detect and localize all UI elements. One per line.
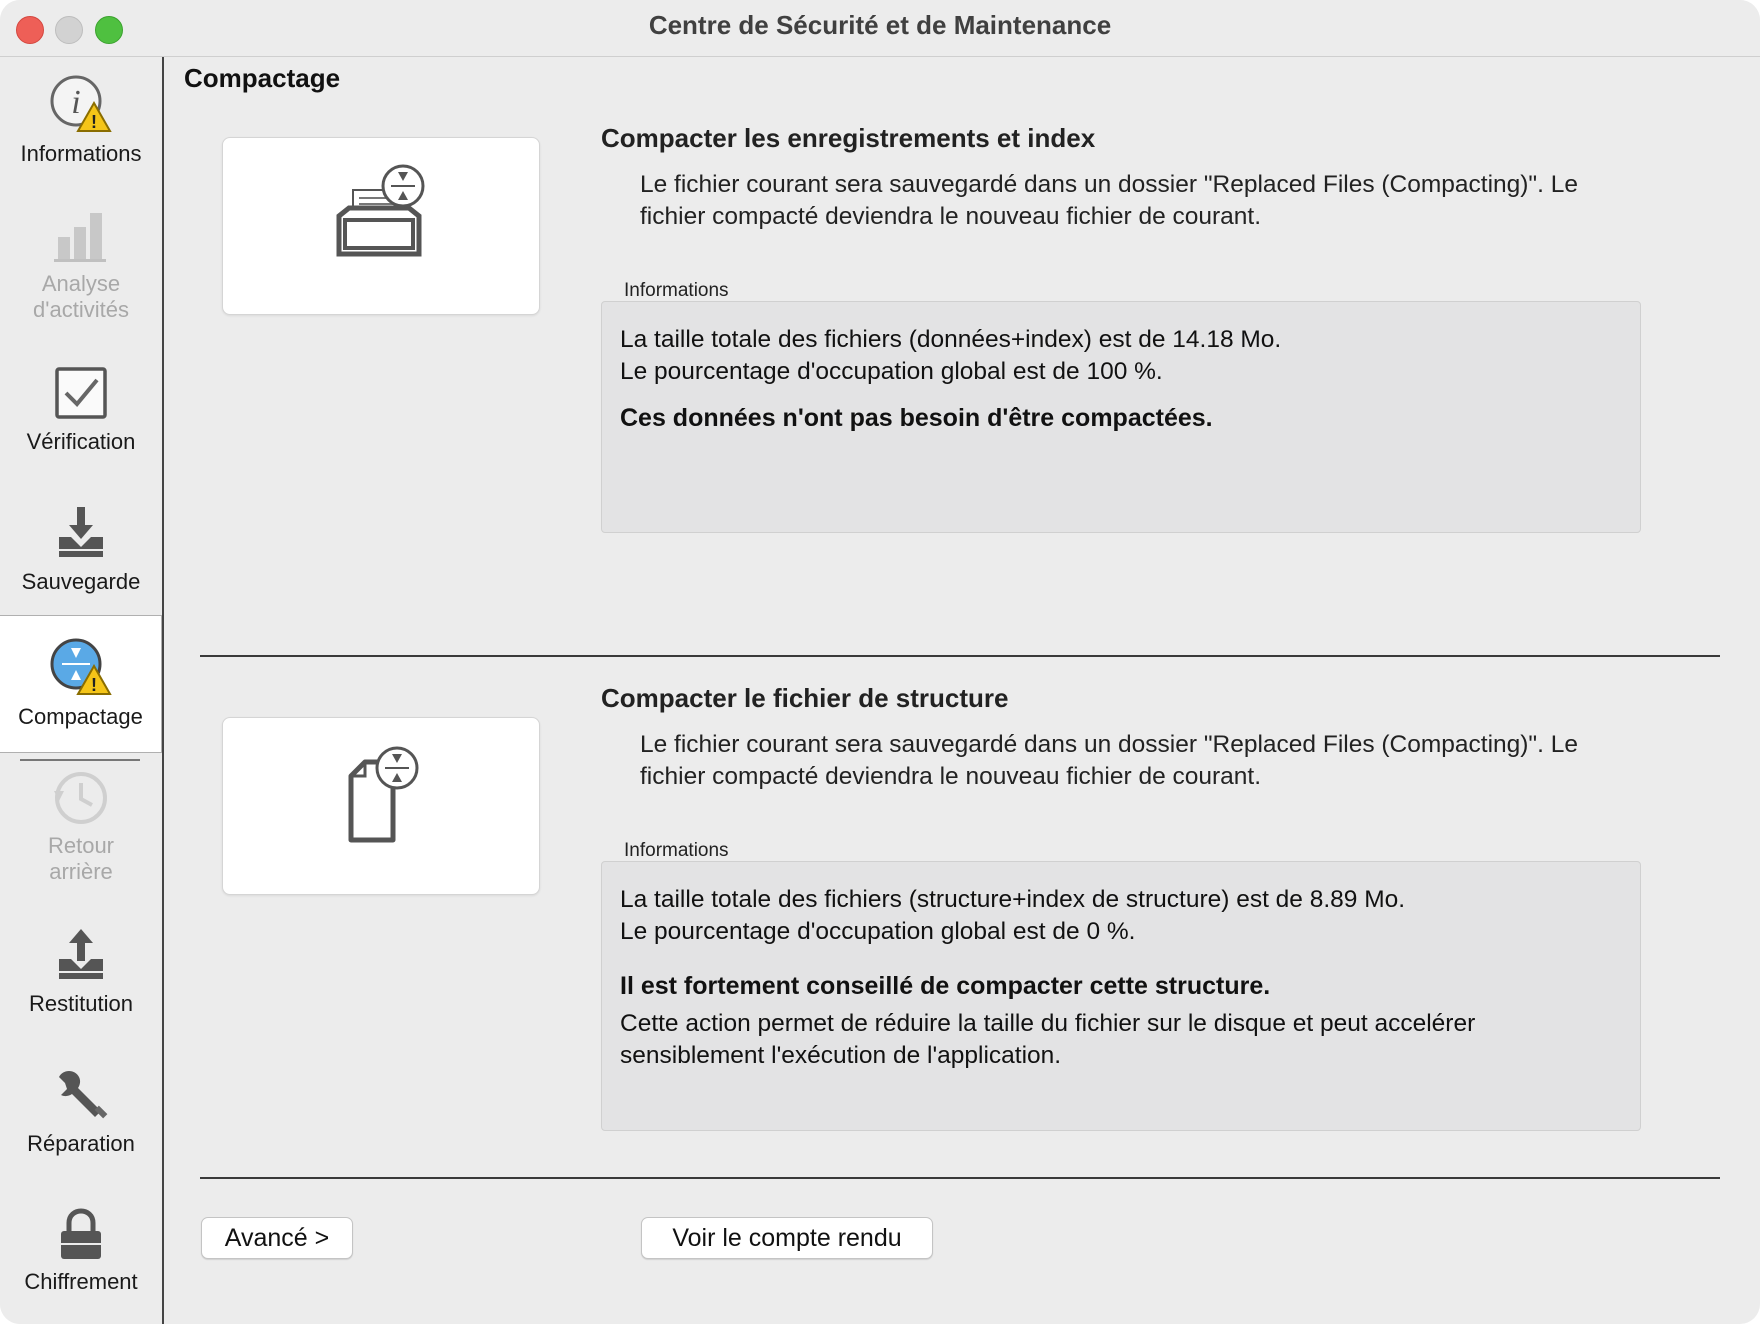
main-panel: [164, 57, 1760, 1324]
svg-text:!: !: [91, 112, 97, 132]
compact-structure-card[interactable]: [222, 717, 540, 895]
section-structure-info-label: Informations: [624, 840, 729, 861]
section-structure-title: Compacter le fichier de structure: [601, 683, 1009, 713]
sidebar-item-label: Sauvegarde: [21, 569, 141, 594]
info-extra: Cette action permet de réduire la taille du fichier sur le disque et peut accelérer sensiblement l'exécution de l'application.: [620, 1010, 1476, 1069]
download-tray-icon: [51, 503, 111, 563]
window-title: Centre de Sécurité et de Maintenance: [648, 10, 1112, 40]
lock-icon: [51, 1207, 111, 1263]
view-report-button[interactable]: Voir le compte rendu: [641, 1217, 933, 1259]
sidebar: [0, 57, 164, 1324]
compact-structure-icon: [331, 744, 431, 854]
sidebar-item-reparation[interactable]: [0, 1065, 162, 1185]
compact-records-card[interactable]: [222, 137, 540, 315]
sidebar-item-chiffrement[interactable]: [0, 1207, 162, 1324]
section-structure-description: Le fichier courant sera sauvegardé dans un dossier "Replaced Files (Compacting)". Le fichier compacté deviendra le nouveau fichier de courant.: [640, 731, 1578, 790]
info-warning-icon: [50, 73, 112, 135]
section-structure-info-box: [601, 861, 1641, 1131]
sidebar-item-label: Analyse d'activités: [33, 271, 129, 322]
upload-tray-icon: [51, 925, 111, 985]
page-title: Compactage: [184, 63, 341, 93]
bar-chart-icon: [50, 207, 112, 265]
info-line: Le pourcentage d'occupation global est de 100 %.: [620, 358, 1163, 385]
sidebar-item-label: Restitution: [29, 991, 133, 1016]
checkmark-box-icon: [51, 363, 111, 423]
section-records-title: Compacter les enregistrements et index: [601, 123, 1096, 153]
wrench-icon: [51, 1065, 111, 1125]
title-bar[interactable]: [0, 0, 1760, 57]
sidebar-item-retour-arriere[interactable]: [0, 769, 162, 909]
sidebar-item-compactage[interactable]: [0, 615, 162, 753]
section-records-info-box: [601, 301, 1641, 533]
svg-text:i: i: [71, 84, 81, 121]
info-line: Le pourcentage d'occupation global est de 0 %.: [620, 918, 1136, 945]
section-divider: [200, 655, 1720, 657]
info-status: Ces données n'ont pas besoin d'être compactées.: [620, 404, 1213, 432]
sidebar-item-label: Vérification: [26, 429, 136, 454]
sidebar-item-label: Compactage: [18, 704, 143, 729]
sidebar-item-restitution[interactable]: [0, 925, 162, 1045]
sidebar-item-label: Réparation: [27, 1131, 135, 1156]
svg-text:!: !: [90, 675, 97, 695]
sidebar-item-analyse[interactable]: [0, 207, 162, 347]
sidebar-item-informations[interactable]: [0, 73, 162, 191]
section-records-info-label: Informations: [624, 280, 729, 301]
compact-warning-icon: [50, 636, 112, 698]
section-divider: [200, 1177, 1720, 1179]
sidebar-item-label: Chiffrement: [24, 1269, 138, 1294]
sidebar-item-sauvegarde[interactable]: [0, 503, 162, 623]
info-line: La taille totale des fichiers (données+index) est de 14.18 Mo.: [620, 326, 1282, 353]
sidebar-item-label: Informations: [20, 141, 142, 166]
sidebar-item-label: Retour arrière: [47, 833, 115, 884]
sidebar-separator: [20, 759, 140, 761]
sidebar-item-verification[interactable]: [0, 363, 162, 483]
info-status: Il est fortement conseillé de compacter cette structure.: [620, 972, 1271, 1000]
rollback-clock-icon: [50, 769, 112, 827]
section-records-description: Le fichier courant sera sauvegardé dans un dossier "Replaced Files (Compacting)". Le fichier compacté deviendra le nouveau fichier de courant.: [640, 171, 1578, 230]
compact-records-icon: [331, 164, 431, 274]
info-line: La taille totale des fichiers (structure+index de structure) est de 8.89 Mo.: [620, 886, 1406, 913]
advanced-button[interactable]: Avancé >: [201, 1217, 353, 1259]
